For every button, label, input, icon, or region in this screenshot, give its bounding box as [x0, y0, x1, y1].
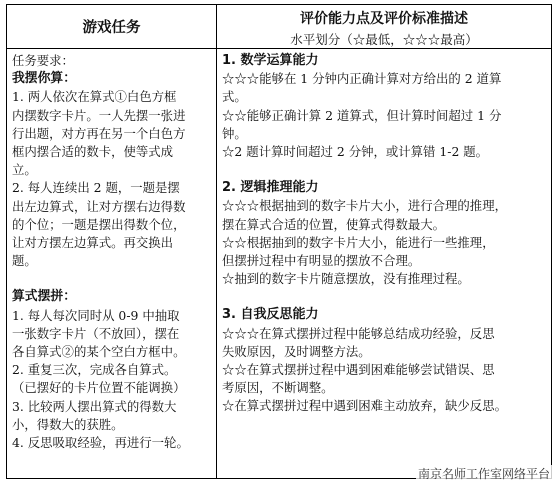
criteria-line: ☆☆☆根据抽到的数字卡片大小，进行合理的推理，: [222, 198, 507, 214]
spacer: [12, 270, 212, 288]
game2-line: 3. 比较两人摆出算式的得数大: [12, 398, 177, 414]
criteria-cell: [217, 49, 552, 479]
criteria-line: ☆抽到的数字卡片随意摆放，没有推理过程。: [222, 271, 470, 287]
header-row: [7, 5, 552, 49]
rubric-table: [6, 4, 552, 479]
game1-line: 出左边算式，让对方摆右边得数: [12, 198, 186, 214]
criteria-line: ☆☆能够正确计算 2 道算式，但计算时间超过 1 分: [222, 107, 502, 123]
header-criteria: [217, 5, 552, 49]
section-title-reflection: 3. 自我反思能力: [222, 307, 319, 323]
game1-line: 题。: [12, 253, 37, 269]
criteria-line: 但摆拼过程中有明显的摆放不合理。: [222, 253, 421, 269]
game1-line: 2. 每人连续出 2 题，一题是摆: [12, 180, 180, 196]
game1-line: 让对方摆左边算式。再交换出: [12, 235, 174, 251]
game2-line: 小，得数大的获胜。: [12, 416, 124, 432]
game1-line: 框内摆合适的数卡，使等式成: [12, 144, 174, 160]
content-row: [7, 49, 552, 479]
criteria-line: 摆在算式合适的位置，使算式得数最大。: [222, 216, 446, 232]
watermark: 南京名师工作室网络平台: [417, 467, 550, 481]
header-criteria-title: 评价能力点及评价标准描述: [300, 11, 468, 27]
game1-line: 的个位；一题是摆出得数个位，: [12, 216, 186, 232]
criteria-line: ☆☆☆在算式摆拼过程中能够总结成功经验，反思: [222, 325, 495, 341]
game2-line: 4. 反思吸取经验，再进行一轮。: [12, 435, 189, 451]
game2-line: 2. 重复三次，完成各自算式。: [12, 362, 177, 378]
criteria-line: ☆☆☆能够在 1 分钟内正确计算对方给出的 2 道算: [222, 71, 502, 87]
game1-line: 立。: [12, 162, 37, 178]
criteria-line: ☆在算式摆拼过程中遇到困难主动放弃，缺少反思。: [222, 398, 507, 414]
criteria-line: 考原因，不断调整。: [222, 380, 334, 396]
criteria-line: ☆☆在算式摆拼过程中遇到困难能够尝试错误、思: [222, 362, 495, 378]
header-game-task: 游戏任务: [7, 5, 217, 49]
game2-line: 1. 每人每次同时从 0-9 中抽取: [12, 307, 180, 323]
game1-line: 行出题，对方再在另一个白色方: [12, 125, 186, 141]
task-intro: 任务要求：: [12, 53, 74, 68]
game2-line: （已摆好的卡片位置不能调换）: [12, 380, 186, 396]
criteria-line: 钟。: [222, 125, 247, 141]
game2-title: 算式摆拼：: [12, 289, 76, 305]
game2-line: 一张数字卡片（不放回），摆在: [12, 325, 180, 341]
criteria-line: 失败原因，及时调整方法。: [222, 343, 371, 359]
task-cell: [7, 49, 217, 479]
section-title-math: 1. 数学运算能力: [222, 53, 319, 68]
spacer: [222, 161, 547, 179]
game2-line: 各自算式②的某个空白方框中。: [12, 344, 186, 360]
game1-line: 内摆数字卡片。一人先摆一张进: [12, 107, 186, 123]
section-title-logic: 2. 逻辑推理能力: [222, 180, 319, 196]
criteria-line: 式。: [222, 89, 247, 105]
game1-line: 1. 两人依次在算式①白色方框: [12, 89, 177, 105]
spacer: [222, 288, 547, 306]
criteria-line: ☆2 题计算时间超过 2 分钟，或计算错 1-2 题。: [222, 144, 489, 160]
header-criteria-levels: 水平划分（☆最低，☆☆☆最高）: [290, 32, 478, 47]
criteria-line: ☆☆根据抽到的数字卡片大小，能进行一些推理，: [222, 234, 495, 250]
game1-title: 我摆你算：: [12, 71, 76, 87]
